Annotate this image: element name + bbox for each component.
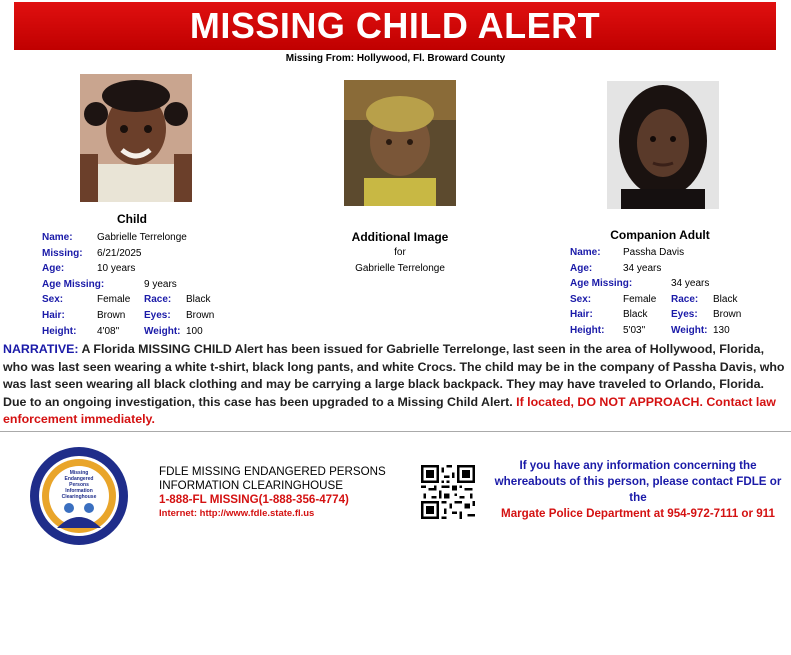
child-info — [42, 230, 242, 339]
internet-link[interactable]: Internet: http://www.fdle.state.fl.us — [159, 508, 315, 519]
alert-banner: MISSING CHILD ALERT — [14, 2, 776, 50]
missing-from-location: Missing From: Hollywood, Fl. Broward County — [285, 53, 506, 64]
companion-height-weight-row: Height: 5'03" Weight: 130 — [570, 324, 730, 336]
additional-photo — [344, 80, 456, 206]
clearinghouse-logo — [29, 446, 129, 546]
section-divider — [0, 431, 791, 432]
contact-instruction: If you have any information concerning the whereabouts of this person, please contact FDLE or the — [494, 459, 782, 504]
child-photo — [80, 74, 192, 202]
svg-text:Clearinghouse: Clearinghouse — [61, 494, 97, 500]
hotline-phone: 1-888-FL MISSING(1-888-356-4774) — [159, 493, 349, 506]
narrative-body: A Florida MISSING CHILD Alert has been issued for Gabrielle Terrelonge, last seen in the area of Hollywood, Florida, who was last seen wearing a white t-shirt, black long pants, and white Crocs. The child may be in the company of Passha Davis, who was last seen wearing all black clothing and may be carrying a large black backpack. They may have traveled to Orlando, Florida. Due to an ongoing investigation, this case has been upgraded to a Missing Child Alert. — [3, 342, 785, 409]
companion-photo — [607, 81, 719, 209]
child-missing-row: Missing: 6/21/2025 — [42, 247, 142, 259]
narrative-label: NARRATIVE: — [3, 342, 79, 356]
svg-text:Information: Information — [65, 488, 93, 494]
companion-info — [570, 245, 780, 339]
child-height-weight-row: Height: 4'08" Weight: 100 — [42, 325, 203, 337]
fdle-info — [159, 465, 386, 521]
org-name-line2: INFORMATION CLEARINGHOUSE — [159, 479, 344, 492]
child-section-title: Child — [117, 212, 147, 226]
child-sex-race-row: Sex: Female Race: Black — [42, 294, 211, 306]
child-name-row: Name: Gabrielle Terrelonge — [42, 232, 187, 243]
narrative-warning: If located, DO NOT APPROACH. Contact law enforcement immediately. — [3, 394, 776, 426]
org-name-line1: FDLE MISSING ENDANGERED PERSONS — [159, 465, 386, 478]
companion-age-row: Age: 34 years — [570, 262, 662, 274]
narrative-text — [3, 341, 788, 429]
svg-text:Persons: Persons — [69, 482, 89, 488]
companion-sex-race-row: Sex: Female Race: Black — [570, 293, 738, 305]
police-contact: Margate Police Department at 954-972-7111 or 911 — [501, 507, 775, 520]
child-hair-eyes-row: Hair: Brown Eyes: Brown — [42, 309, 215, 321]
companion-name-row: Name: Passha Davis — [570, 247, 685, 258]
contact-info — [486, 458, 790, 522]
companion-hair-eyes-row: Hair: Black Eyes: Brown — [570, 309, 742, 321]
child-age-missing-row: Age Missing: 9 years — [42, 278, 177, 290]
qr-code — [421, 465, 475, 519]
additional-image-title: Additional Image — [351, 230, 449, 244]
companion-age-missing-row: Age Missing: 34 years — [570, 278, 710, 290]
child-age-row: Age: 10 years — [42, 263, 136, 275]
svg-text:Missing: Missing — [69, 470, 89, 476]
svg-text:Endangered: Endangered — [64, 476, 94, 482]
additional-image-name: Gabrielle Terrelonge — [355, 263, 445, 274]
additional-image-for: for — [394, 247, 406, 258]
companion-section-title: Companion Adult — [610, 228, 710, 242]
